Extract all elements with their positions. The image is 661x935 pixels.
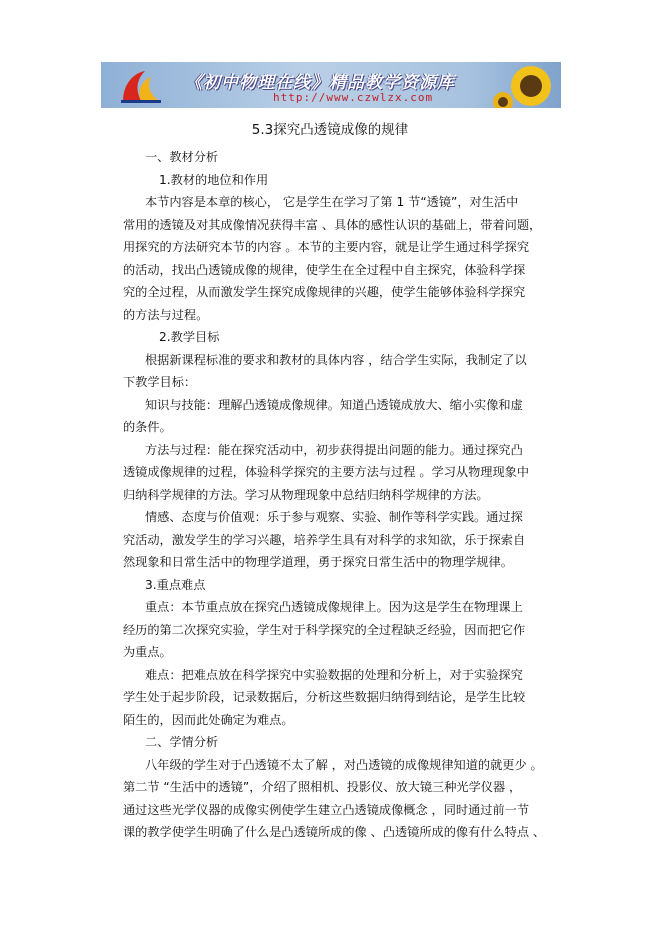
subsection-heading: 3.重点难点: [145, 577, 206, 592]
section-heading: 一、教材分析: [145, 150, 219, 164]
paragraph-line: 情感、态度与价值观：乐于参与观察、实验、制作等科学实践。通过探: [145, 510, 523, 524]
subsection-heading: 2.教学目标: [159, 330, 220, 344]
paragraph-line: 难点：把难点放在科学探究中实验数据的处理和分析上，对于实验探究: [145, 667, 523, 682]
page-title: 5.3探究凸透镜成像的规律: [251, 122, 409, 138]
paragraph-line: 为重点。: [123, 645, 172, 659]
paragraph-line: 课的教学使学生明确了什么是凸透镜所成的像 、凸透镜所成的像有什么特点 、: [123, 825, 546, 839]
document-body: [123, 118, 573, 844]
paragraph-line: 下教学目标：: [123, 375, 197, 389]
sunflower-icon: [491, 62, 561, 108]
paragraph-line: 通过这些光学仪器的成像实例使学生建立凸透镜成像概念 ，同时通过前一节: [123, 802, 530, 817]
site-logo-icon: [119, 67, 163, 105]
paragraph-line: 本节内容是本章的核心， 它是学生在学习了第 1 节“透镜”，对生活中: [145, 195, 519, 209]
paragraph-line: 归纳科学规律的方法。学习从物理现象中总结归纳科学规律的方法。: [123, 487, 489, 502]
paragraph-line: 常用的透镜及对其成像情况获得丰富 、具体的感性认识的基础上，带着问题，: [123, 217, 542, 232]
paragraph-line: 方法与过程：能在探究活动中，初步获得提出问题的能力。通过探究凸: [145, 442, 523, 457]
paragraph-line: 透镜成像规律的过程，体验科学探究的主要方法与过程 。学习从物理现象中: [123, 465, 530, 479]
paragraph-line: 学生处于起步阶段，记录数据后，分析这些数据归纳得到结论，是学生比较: [123, 690, 526, 704]
paragraph-line: 究活动，激发学生的学习兴趣，培养学生具有对科学的求知欲，乐于探索自: [123, 532, 526, 547]
paragraph-line: 根据新课程标准的要求和教材的具体内容 ，结合学生实际，我制定了以: [145, 352, 527, 367]
paragraph-line: 知识与技能：理解凸透镜成像规律。知道凸透镜成放大、缩小实像和虚: [145, 397, 523, 412]
paragraph-line: 八年级的学生对于凸透镜不太了解 ，对凸透镜的成像规律知道的就更少 。: [145, 757, 543, 772]
paragraph-line: 第二节 “生活中的透镜”，介绍了照相机、投影仪、放大镜三种光学仪器 ，: [123, 780, 522, 794]
paragraph-line: 然现象和日常生活中的物理学道理，勇于探究日常生活中的物理学规律。: [123, 555, 513, 569]
paragraph-line: 的条件。: [123, 420, 172, 434]
subsection-heading: 1.教材的地位和作用: [159, 172, 269, 187]
header-banner: [101, 62, 561, 108]
paragraph-line: 用探究的方法研究本节的内容 。本节的主要内容，就是让学生通过科学探究: [123, 240, 530, 254]
paragraph-line: 的方法与过程。: [123, 307, 209, 322]
paragraph-line: 究的全过程，从而激发学生探究成像规律的兴趣，使学生能够体验科学探究: [123, 285, 526, 299]
paragraph-line: 的活动，找出凸透镜成像的规律，使学生在全过程中自主探究，体验科学探: [123, 262, 526, 277]
paragraph-line: 经历的第二次探究实验，学生对于科学探究的全过程缺乏经验，因而把它作: [123, 622, 526, 637]
paragraph-line: 陌生的，因而此处确定为难点。: [123, 712, 294, 727]
banner-title: 《初中物理在线》精品教学资源库: [185, 73, 455, 93]
paragraph-line: 重点：本节重点放在探究凸透镜成像规律上。因为这是学生在物理课上: [145, 600, 523, 614]
section-heading: 二、学情分析: [145, 735, 219, 749]
banner-url: http://www.czwlzx.com: [273, 91, 434, 104]
